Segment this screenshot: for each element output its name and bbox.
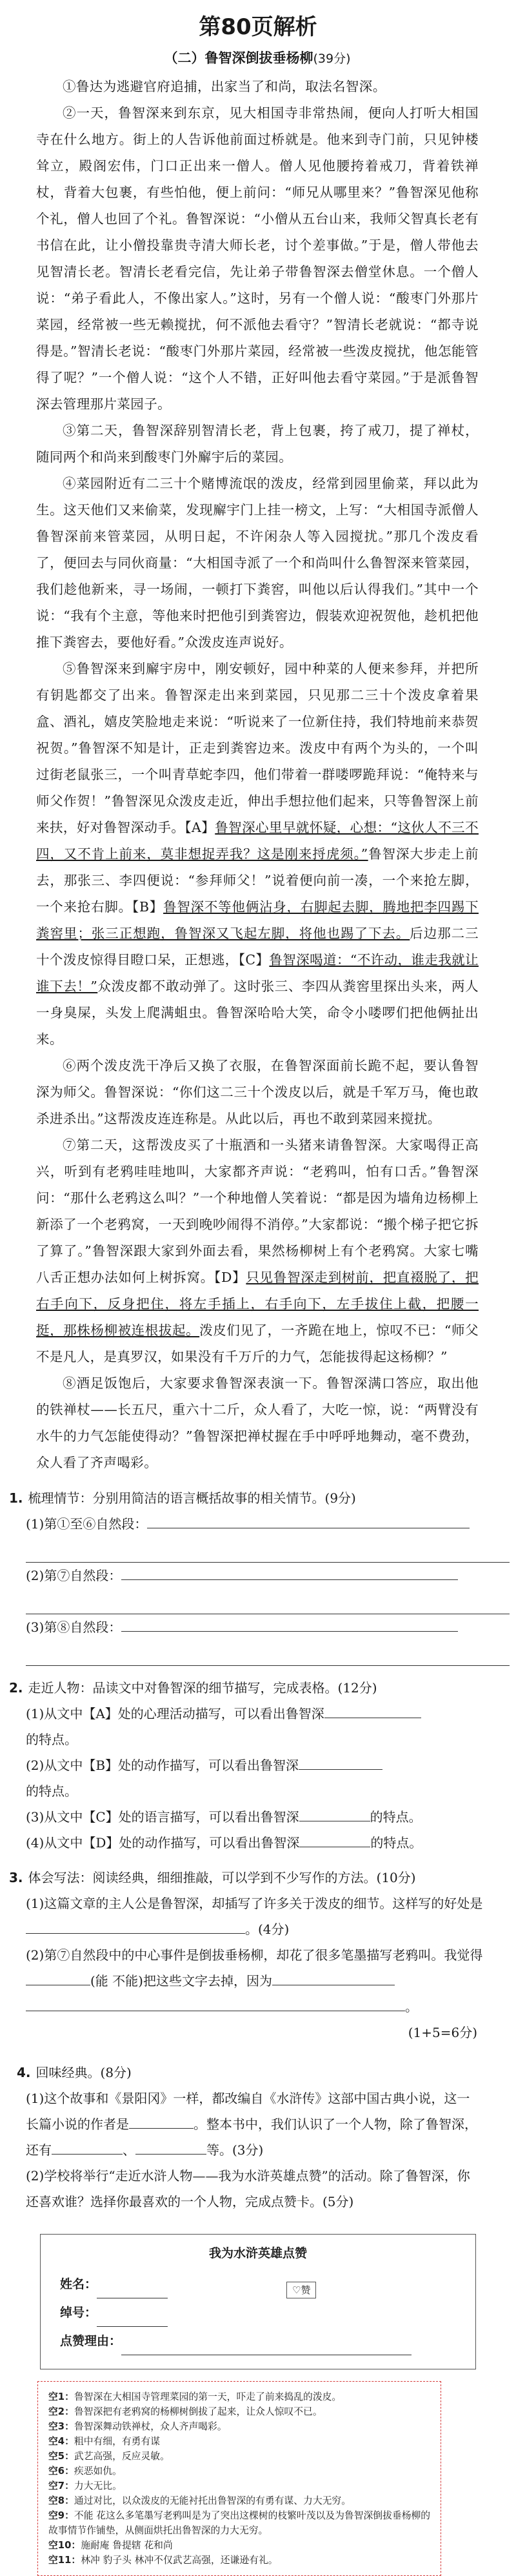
card-reason-row <box>60 2327 456 2355</box>
answer-value: 粗中有细，有勇有谋 <box>74 2436 161 2447</box>
question-3-item-2-cont <box>0 1994 516 2020</box>
answer-value: 鲁智深在大相国寺管理菜园的第一天，吓走了前来捣乱的泼皮。 <box>74 2391 342 2402</box>
question-2-item-4 <box>0 1830 516 1856</box>
answer-blank[interactable] <box>299 1752 382 1770</box>
answer-key-label: 空2： <box>48 2406 74 2417</box>
answer-blank[interactable] <box>26 1994 405 2011</box>
question-2-item-3-suffix: 的特点。 <box>370 1809 422 1825</box>
answer-value: 不能 花这么多笔墨写老鸦叫是为了突出这棵树的枝繁叶茂以及为鲁智深倒拔垂杨柳的故事情节作铺垫，从侧面烘托出鲁智深的力大无穷。 <box>48 2510 431 2536</box>
question-3-item-2-label: (2)第⑦自然段中的中心事件是倒拔垂杨柳，却花了很多笔墨描写老鸦叫。我觉得 <box>26 1947 483 1963</box>
answer-value: 鲁智深舞动铁禅杖，众人齐声喝彩。 <box>74 2421 227 2432</box>
question-2-item-4-label: (4)从文中【D】处的动作描写，可以看出鲁智深 <box>26 1835 300 1851</box>
answer-value: 鲁智深把有老鸦窝的杨柳树倒拔了起来，让众人惊叹不已。 <box>74 2406 322 2417</box>
question-2-item-1 <box>0 1701 516 1752</box>
answer-value: 疾恶如仇。 <box>74 2466 122 2477</box>
answer-key-label: 空1： <box>48 2391 74 2402</box>
question-4-item-1-sep: 、 <box>123 2142 135 2158</box>
question-4-number: 4. <box>17 2065 31 2080</box>
question-1-stem <box>0 1485 516 1511</box>
question-4-item-1-label: (1)这个故事和《景阳冈》一样，都改编自《水浒传》这部中国古典小说，这一长篇小说的作者是 <box>26 2091 470 2132</box>
answer-item <box>48 2404 432 2419</box>
question-3-item-2 <box>0 1942 516 1994</box>
question-1-number: 1. <box>9 1490 23 1506</box>
question-1-text: 梳理情节：分别用简洁的语言概括故事的相关情节。(9分) <box>28 1490 356 1506</box>
answer-key-label: 空6： <box>48 2466 74 2477</box>
answer-blank[interactable] <box>135 2137 206 2155</box>
answer-item <box>48 2449 432 2464</box>
paragraph-3: ③第二天，鲁智深辞别智清长老，背上包裹，挎了戒刀，提了禅杖，随同两个和尚来到酸枣门外廨宇后的菜园。 <box>36 423 479 465</box>
answer-item <box>48 2493 432 2508</box>
answer-value: 武艺高强，反应灵敏。 <box>74 2451 170 2462</box>
question-1-item-1 <box>0 1511 516 1537</box>
question-4-item-1-mid: 。整本书中，我们认识了一个人物，除了鲁智深，还有 <box>26 2116 477 2158</box>
question-4 <box>0 2060 516 2215</box>
answer-item <box>48 2538 432 2553</box>
answer-value: 通过对比，以众泼皮的无能衬托出鲁智深的有勇有谋、力大无穷。 <box>74 2495 352 2506</box>
answer-blank[interactable] <box>299 1804 370 1821</box>
answer-item <box>48 2389 432 2404</box>
answer-blank[interactable] <box>121 1563 458 1580</box>
question-4-text: 回味经典。(8分) <box>35 2065 132 2080</box>
question-4-item-1 <box>0 2085 516 2163</box>
reading-section <box>0 48 516 1476</box>
answer-blank[interactable] <box>52 2137 123 2155</box>
answer-blank[interactable] <box>272 1968 395 1985</box>
answer-item <box>48 2553 432 2568</box>
page-title: 第80页解析 <box>199 14 317 40</box>
question-1-item-3 <box>0 1614 516 1640</box>
answer-value: 林冲 豹子头 林冲不仅武艺高强，还谦逊有礼。 <box>81 2555 278 2566</box>
answer-key-label: 空8： <box>48 2495 74 2506</box>
section-title-text: （二）鲁智深倒拔垂杨柳 <box>164 50 313 66</box>
paragraph-7: ⑦第二天，这帮泼皮买了十瓶酒和一头猪来请鲁智深。大家喝得正高兴，听到有老鸦哇哇地叫，大家都齐声说：“老鸦叫，怕有口舌。”鲁智深问：“那什么老鸦这么叫？”一个种地僧人笑着说：“都是因为墙角边杨柳上新添了一个老鸦窝，一天到晚吵闹得不消停。”大家都说：“搬个梯子把它拆了算了。”鲁智深跟大家到外面去看，果然杨柳树上有个老鸦窝。大家七嘴八舌正想办法如何上树拆窝。【D】只见鲁智深走到树前，把直裰脱了，把右手向下，反身把住，将左手插上，右手向下，左手拔住上截，把腰一挺，那株杨柳被连根拔起。泼皮们见了，一齐跪在地上，惊叹不已：“师父不是凡人，是真罗汉，如果没有千万斤的力气，怎能拔得起这杨柳？” <box>36 1137 479 1364</box>
question-2-item-4-suffix: 的特点。 <box>370 1835 422 1851</box>
card-name-input[interactable] <box>97 2281 168 2298</box>
section-score: (39分) <box>313 52 351 66</box>
card-title: 我为水浒英雄点赞 <box>208 2246 307 2260</box>
answer-line[interactable] <box>26 1537 510 1563</box>
question-3-number: 3. <box>9 1870 23 1885</box>
card-name-row <box>60 2270 456 2298</box>
underlined-passage: 鲁智深不等他俩沾身，右脚起去脚，腾地把李四踢下粪窖里；张三正想跑，鲁智深又飞起左脚，将他也踢了下去。 <box>36 899 479 941</box>
question-3-item-2-choice: (能 不能)把这些文字去掉，因为 <box>90 1973 272 1989</box>
answer-key-label: 空11： <box>48 2555 81 2566</box>
question-1-item-3-label: (3)第⑧自然段： <box>26 1619 122 1635</box>
question-2-item-2 <box>0 1752 516 1804</box>
answer-line[interactable] <box>26 1640 510 1666</box>
answer-blank[interactable] <box>299 1830 370 1847</box>
answer-blank[interactable] <box>147 1511 470 1528</box>
question-2-stem <box>0 1675 516 1701</box>
paragraph-6: ⑥两个泼皮洗干净后又换了衣服，在鲁智深面前长跪不起，要认鲁智深为师父。鲁智深说：“你们这二三十个泼皮以后，就是千军万马，俺也敢杀进杀出。”这帮泼皮连连称是。从此以后，再也不敢到菜园来搅扰。 <box>36 1058 479 1126</box>
card-name-label: 姓名： <box>60 2277 97 2291</box>
section-title <box>36 48 479 67</box>
question-1-item-1-label: (1)第①至⑥自然段： <box>26 1516 148 1532</box>
paragraph-5: ⑤鲁智深来到廨宇房中，刚安顿好，园中种菜的人便来参拜，并把所有钥匙都交了出来。鲁智深走出来到菜园，只见那二三十个泼皮拿着果盒、酒礼，嬉皮笑脸地走来说：“听说来了一位新住持，我们特地前来恭贺祝贺。”鲁智深不知是计，正走到粪窖边来。泼皮中有两个为头的，一个叫过街老鼠张三，一个叫青草蛇李四，他们带着一群喽啰跪拜说：“俺特来与师父作贺！”鲁智深见众泼皮走近，伸出手想拉他们起来，只等鲁智深上前来扶，好对鲁智深动手。【A】鲁智深心里早就怀疑，心想：“这伙人不三不四，又不肯上前来，莫非想捉弄我？这是刚来捋虎须。”鲁智深大步走上前去，那张三、李四便说：“参拜师父！”说着便向前一凑，一个来抢左脚，一个来抢右脚。【B】鲁智深不等他俩沾身，右脚起去脚，腾地把李四踢下粪窖里；张三正想跑，鲁智深又飞起左脚，将他也踢了下去。后边那二三十个泼皮惊得目瞪口呆，正想逃，【C】鲁智深喝道：“不许动，谁走我就让谁下去！”众泼皮都不敢动弹了。这时张三、李四从粪窖里探出头来，两人一身臭屎，头发上爬满蛆虫。鲁智深哈哈大笑，命令小喽啰们把他俩扯出来。 <box>36 661 479 1047</box>
answer-item <box>48 2464 432 2479</box>
question-1-item-2-label: (2)第⑦自然段： <box>26 1568 122 1583</box>
answer-blank[interactable] <box>324 1701 421 1718</box>
answer-value: 施耐庵 鲁提辖 花和尚 <box>81 2540 173 2551</box>
question-4-stem <box>0 2060 516 2085</box>
answer-blank[interactable] <box>26 1968 90 1985</box>
question-3 <box>0 1865 516 2045</box>
card-reason-input[interactable] <box>121 2338 412 2355</box>
answer-line[interactable] <box>26 1588 510 1614</box>
answer-item <box>48 2508 432 2538</box>
paragraph-1: ①鲁达为逃避官府追捕，出家当了和尚，取法名智深。 <box>63 79 386 94</box>
paragraph-8: ⑧酒足饭饱后，大家要求鲁智深表演一下。鲁智深满口答应，取出他的铁禅杖——长五尺，重六十二斤，众人看了，大吃一惊，说：“两臂没有水牛的力气怎能使得动？”鲁智深把禅杖握在手中呼呼地舞动，毫不费劲，众人看了齐声喝彩。 <box>36 1375 479 1470</box>
underlined-passage: 只见鲁智深走到树前，把直裰脱了，把右手向下，反身把住，将左手插上，右手向下，左手拔住上截，把腰一挺，那株杨柳被连根拔起。 <box>36 1270 479 1338</box>
card-nickname-label: 绰号： <box>60 2306 97 2320</box>
question-2-number: 2. <box>9 1680 23 1696</box>
question-1 <box>0 1485 516 1666</box>
question-2 <box>0 1675 516 1856</box>
answer-key-label: 空3： <box>48 2421 74 2432</box>
question-2-item-1-label: (1)从文中【A】处的心理活动描写，可以看出鲁智深 <box>26 1706 324 1721</box>
card-nickname-row <box>60 2298 456 2327</box>
question-4-item-1-end: 等。(3分) <box>206 2142 264 2158</box>
question-2-item-3-label: (3)从文中【C】处的语言描写，可以看出鲁智深 <box>26 1809 299 1825</box>
answer-key <box>37 2381 441 2576</box>
question-4-item-2: (2)学校将举行“走近水浒人物——我为水浒英雄点赞”的活动。除了鲁智深，你还喜欢谁？选择你最喜欢的一个人物，完成点赞卡。(5分) <box>26 2168 470 2209</box>
answer-key-label: 空5： <box>48 2451 74 2462</box>
answer-item <box>48 2419 432 2434</box>
praise-card <box>40 2234 476 2369</box>
question-3-item-1-score: 。(4分) <box>245 1922 290 1937</box>
answer-item <box>48 2434 432 2449</box>
underlined-passage: 鲁智深心里早就怀疑，心想：“这伙人不三不四，又不肯上前来，莫非想捉弄我？这是刚来捋虎须。” <box>36 820 479 862</box>
answer-key-label: 空7： <box>48 2480 74 2491</box>
card-reason-label: 点赞理由： <box>60 2334 122 2348</box>
question-2-item-2-label: (2)从文中【B】处的动作描写，可以看出鲁智深 <box>26 1758 299 1773</box>
paragraph-4: ④菜园附近有二三十个赌博流氓的泼皮，经常到园里偷菜，拜以此为生。这天他们又来偷菜，发现廨宇门上挂一榜文，上写：“大相国寺派僧人鲁智深前来管菜园，从明日起，不许闲杂人等入园搅扰。”那几个泼皮看了，便回去与同伙商量：“大相国寺派了一个和尚叫什么鲁智深来管菜园，我们趁他新来，寻一场闹，一顿打下粪窖，叫他以后认得我们。”其中一个说：“我有个主意，等他来时把他引到粪窖边，假装欢迎祝贺他，趁机把他推下粪窖去，要他好看。”众泼皮连声说好。 <box>36 476 479 650</box>
question-3-item-1-label: (1)这篇文章的主人公是鲁智深，却插写了许多关于泼皮的细节。这样写的好处是 <box>26 1896 483 1911</box>
question-2-item-3 <box>0 1804 516 1830</box>
question-1-item-2 <box>0 1563 516 1588</box>
question-3-item-1 <box>0 1891 516 1942</box>
answer-value: 力大无比。 <box>74 2480 122 2491</box>
answer-blank[interactable] <box>26 1916 245 1934</box>
answer-blank[interactable] <box>121 1614 458 1632</box>
question-2-item-1-suffix: 的特点。 <box>26 1732 77 1747</box>
question-3-stem <box>0 1865 516 1891</box>
answer-blank[interactable] <box>129 2111 194 2129</box>
question-3-item-2-end: 。 <box>405 1999 418 2014</box>
answer-key-label: 空4： <box>48 2436 74 2447</box>
question-3-text: 体会写法：阅读经典，细细推敲，可以学到不少写作的方法。(10分) <box>28 1870 416 1885</box>
answer-key-label: 空9： <box>48 2510 74 2521</box>
paragraph-2: ②一天，鲁智深来到东京，见大相国寺非常热闹，便向人打听大相国寺在什么地方。街上的人告诉他前面过桥就是。他来到寺门前，只见钟楼耸立，殿阁宏伟，门口正出来一僧人。僧人见他腰挎着戒刀，背着铁禅杖，背着大包裹，有些怕他，便上前问：“师兄从哪里来？”鲁智深见他称个礼，僧人也回了个礼。鲁智深说：“小僧从五台山来，我师父智真长老有书信在此，让小僧投靠贵寺清大师长老，讨个差事做。”于是，僧人带他去见智清长老。智清长老看完信，先让弟子带鲁智深去僧堂休息。一个僧人说：“弟子看此人，不像出家人。”这时，另有一个僧人说：“酸枣门外那片菜园，经常被一些无赖搅扰，何不派他去看守？”智清长老就说：“都寺说得是。”智清长老说：“酸枣门外那片菜园，经常被一些泼皮搅扰，他怎能管得了呢？”一个僧人说：“这个人不错，正好叫他去看守菜园。”于是派鲁智深去管理那片菜园子。 <box>36 105 479 412</box>
card-nickname-input[interactable] <box>97 2309 168 2327</box>
question-2-text: 走近人物：品读文中对鲁智深的细节描写，完成表格。(12分) <box>28 1680 377 1696</box>
like-icon[interactable]: ♡赞 <box>286 2282 316 2298</box>
answer-item <box>48 2479 432 2493</box>
question-3-score-line: (1+5=6分) <box>408 2025 477 2040</box>
question-2-item-2-suffix: 的特点。 <box>26 1783 77 1799</box>
answer-key-label: 空10： <box>48 2540 81 2551</box>
underlined-passage: 鲁智深喝道：“不许动，谁走我就让谁下去！” <box>36 952 479 994</box>
